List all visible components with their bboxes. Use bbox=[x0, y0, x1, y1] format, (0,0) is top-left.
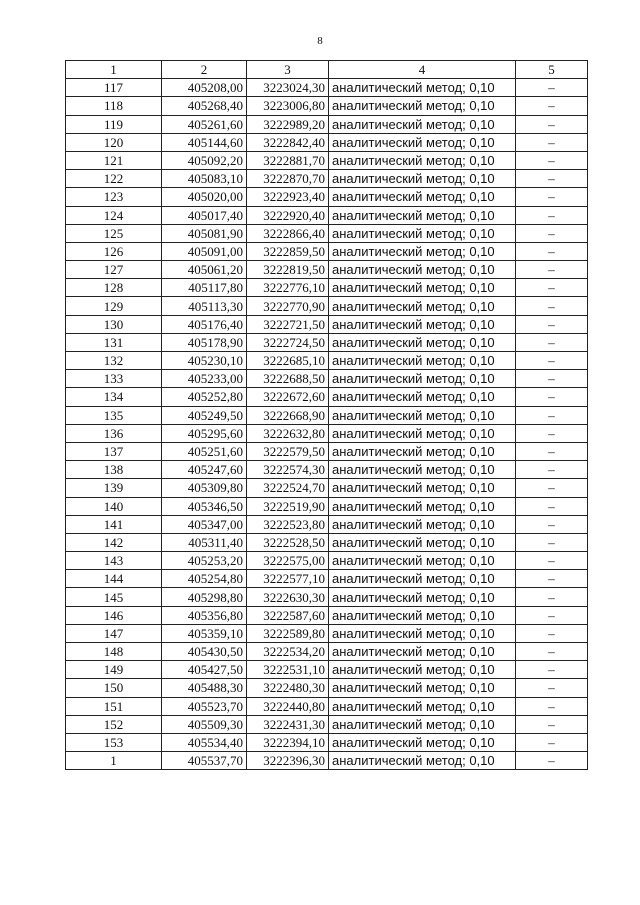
table-row bbox=[66, 606, 588, 624]
y-coordinate-cell: 3222881,70 bbox=[247, 151, 329, 169]
y-coordinate-cell: 3222842,40 bbox=[247, 133, 329, 151]
x-coordinate-cell: 405091,00 bbox=[162, 242, 247, 260]
y-coordinate-cell: 3222396,30 bbox=[247, 752, 329, 770]
method-cell: аналитический метод; 0,10 bbox=[329, 97, 516, 115]
y-coordinate-cell: 3223006,80 bbox=[247, 97, 329, 115]
method-cell: аналитический метод; 0,10 bbox=[329, 424, 516, 442]
table-row bbox=[66, 715, 588, 733]
x-coordinate-cell: 405534,40 bbox=[162, 733, 247, 751]
method-cell: аналитический метод; 0,10 bbox=[329, 533, 516, 551]
y-coordinate-cell: 3222920,40 bbox=[247, 206, 329, 224]
method-cell: аналитический метод; 0,10 bbox=[329, 661, 516, 679]
point-number-cell: 147 bbox=[66, 624, 162, 642]
description-cell: – bbox=[516, 315, 588, 333]
point-number-cell: 118 bbox=[66, 97, 162, 115]
point-number-cell: 131 bbox=[66, 333, 162, 351]
method-cell: аналитический метод; 0,10 bbox=[329, 370, 516, 388]
description-cell: – bbox=[516, 97, 588, 115]
y-coordinate-cell: 3223024,30 bbox=[247, 79, 329, 97]
method-cell: аналитический метод; 0,10 bbox=[329, 297, 516, 315]
table-row bbox=[66, 697, 588, 715]
y-coordinate-cell: 3222587,60 bbox=[247, 606, 329, 624]
description-cell: – bbox=[516, 515, 588, 533]
description-cell: – bbox=[516, 606, 588, 624]
y-coordinate-cell: 3222577,10 bbox=[247, 570, 329, 588]
description-cell: – bbox=[516, 388, 588, 406]
description-cell: – bbox=[516, 224, 588, 242]
description-cell: – bbox=[516, 715, 588, 733]
table-row bbox=[66, 333, 588, 351]
header-cell-1: 1 bbox=[66, 61, 162, 79]
method-cell: аналитический метод; 0,10 bbox=[329, 679, 516, 697]
point-number-cell: 122 bbox=[66, 170, 162, 188]
method-cell: аналитический метод; 0,10 bbox=[329, 570, 516, 588]
description-cell: – bbox=[516, 170, 588, 188]
table-row bbox=[66, 533, 588, 551]
method-cell: аналитический метод; 0,10 bbox=[329, 352, 516, 370]
y-coordinate-cell: 3222589,80 bbox=[247, 624, 329, 642]
table-row bbox=[66, 133, 588, 151]
table-row bbox=[66, 570, 588, 588]
y-coordinate-cell: 3222770,90 bbox=[247, 297, 329, 315]
method-cell: аналитический метод; 0,10 bbox=[329, 552, 516, 570]
method-cell: аналитический метод; 0,10 bbox=[329, 515, 516, 533]
table-row bbox=[66, 224, 588, 242]
description-cell: – bbox=[516, 333, 588, 351]
description-cell: – bbox=[516, 552, 588, 570]
point-number-cell: 138 bbox=[66, 461, 162, 479]
x-coordinate-cell: 405509,30 bbox=[162, 715, 247, 733]
point-number-cell: 134 bbox=[66, 388, 162, 406]
method-cell: аналитический метод; 0,10 bbox=[329, 188, 516, 206]
description-cell: – bbox=[516, 370, 588, 388]
table-row bbox=[66, 151, 588, 169]
x-coordinate-cell: 405309,80 bbox=[162, 479, 247, 497]
table-row bbox=[66, 279, 588, 297]
table-row bbox=[66, 733, 588, 751]
point-number-cell: 132 bbox=[66, 352, 162, 370]
table-row bbox=[66, 352, 588, 370]
method-cell: аналитический метод; 0,10 bbox=[329, 624, 516, 642]
method-cell: аналитический метод; 0,10 bbox=[329, 279, 516, 297]
method-cell: аналитический метод; 0,10 bbox=[329, 115, 516, 133]
y-coordinate-cell: 3222632,80 bbox=[247, 424, 329, 442]
method-cell: аналитический метод; 0,10 bbox=[329, 442, 516, 460]
table-body bbox=[66, 79, 588, 770]
method-cell: аналитический метод; 0,10 bbox=[329, 697, 516, 715]
y-coordinate-cell: 3222524,70 bbox=[247, 479, 329, 497]
method-cell: аналитический метод; 0,10 bbox=[329, 206, 516, 224]
description-cell: – bbox=[516, 570, 588, 588]
method-cell: аналитический метод; 0,10 bbox=[329, 133, 516, 151]
x-coordinate-cell: 405208,00 bbox=[162, 79, 247, 97]
y-coordinate-cell: 3222776,10 bbox=[247, 279, 329, 297]
x-coordinate-cell: 405178,90 bbox=[162, 333, 247, 351]
y-coordinate-cell: 3222523,80 bbox=[247, 515, 329, 533]
y-coordinate-cell: 3222819,50 bbox=[247, 261, 329, 279]
coordinates-table bbox=[65, 60, 588, 770]
point-number-cell: 135 bbox=[66, 406, 162, 424]
point-number-cell: 146 bbox=[66, 606, 162, 624]
method-cell: аналитический метод; 0,10 bbox=[329, 461, 516, 479]
table-row bbox=[66, 206, 588, 224]
y-coordinate-cell: 3222989,20 bbox=[247, 115, 329, 133]
y-coordinate-cell: 3222528,50 bbox=[247, 533, 329, 551]
x-coordinate-cell: 405249,50 bbox=[162, 406, 247, 424]
point-number-cell: 120 bbox=[66, 133, 162, 151]
x-coordinate-cell: 405247,60 bbox=[162, 461, 247, 479]
y-coordinate-cell: 3222672,60 bbox=[247, 388, 329, 406]
table-row bbox=[66, 497, 588, 515]
x-coordinate-cell: 405261,60 bbox=[162, 115, 247, 133]
x-coordinate-cell: 405020,00 bbox=[162, 188, 247, 206]
description-cell: – bbox=[516, 133, 588, 151]
header-cell-3: 3 bbox=[247, 61, 329, 79]
description-cell: – bbox=[516, 679, 588, 697]
method-cell: аналитический метод; 0,10 bbox=[329, 170, 516, 188]
x-coordinate-cell: 405537,70 bbox=[162, 752, 247, 770]
method-cell: аналитический метод; 0,10 bbox=[329, 333, 516, 351]
y-coordinate-cell: 3222870,70 bbox=[247, 170, 329, 188]
x-coordinate-cell: 405346,50 bbox=[162, 497, 247, 515]
y-coordinate-cell: 3222724,50 bbox=[247, 333, 329, 351]
point-number-cell: 152 bbox=[66, 715, 162, 733]
x-coordinate-cell: 405253,20 bbox=[162, 552, 247, 570]
header-cell-5: 5 bbox=[516, 61, 588, 79]
table-row bbox=[66, 115, 588, 133]
table-row bbox=[66, 97, 588, 115]
method-cell: аналитический метод; 0,10 bbox=[329, 733, 516, 751]
x-coordinate-cell: 405523,70 bbox=[162, 697, 247, 715]
point-number-cell: 119 bbox=[66, 115, 162, 133]
x-coordinate-cell: 405430,50 bbox=[162, 643, 247, 661]
table-row bbox=[66, 388, 588, 406]
y-coordinate-cell: 3222688,50 bbox=[247, 370, 329, 388]
x-coordinate-cell: 405298,80 bbox=[162, 588, 247, 606]
x-coordinate-cell: 405252,80 bbox=[162, 388, 247, 406]
y-coordinate-cell: 3222923,40 bbox=[247, 188, 329, 206]
description-cell: – bbox=[516, 661, 588, 679]
method-cell: аналитический метод; 0,10 bbox=[329, 606, 516, 624]
description-cell: – bbox=[516, 297, 588, 315]
y-coordinate-cell: 3222531,10 bbox=[247, 661, 329, 679]
point-number-cell: 117 bbox=[66, 79, 162, 97]
description-cell: – bbox=[516, 352, 588, 370]
table-row bbox=[66, 661, 588, 679]
table-row bbox=[66, 643, 588, 661]
description-cell: – bbox=[516, 406, 588, 424]
header-cell-4: 4 bbox=[329, 61, 516, 79]
page-number: 8 bbox=[317, 35, 323, 47]
table-row bbox=[66, 261, 588, 279]
x-coordinate-cell: 405117,80 bbox=[162, 279, 247, 297]
y-coordinate-cell: 3222534,20 bbox=[247, 643, 329, 661]
description-cell: – bbox=[516, 752, 588, 770]
point-number-cell: 130 bbox=[66, 315, 162, 333]
point-number-cell: 151 bbox=[66, 697, 162, 715]
x-coordinate-cell: 405230,10 bbox=[162, 352, 247, 370]
x-coordinate-cell: 405233,00 bbox=[162, 370, 247, 388]
description-cell: – bbox=[516, 697, 588, 715]
point-number-cell: 129 bbox=[66, 297, 162, 315]
point-number-cell: 127 bbox=[66, 261, 162, 279]
point-number-cell: 145 bbox=[66, 588, 162, 606]
x-coordinate-cell: 405347,00 bbox=[162, 515, 247, 533]
method-cell: аналитический метод; 0,10 bbox=[329, 388, 516, 406]
description-cell: – bbox=[516, 461, 588, 479]
description-cell: – bbox=[516, 624, 588, 642]
method-cell: аналитический метод; 0,10 bbox=[329, 643, 516, 661]
point-number-cell: 123 bbox=[66, 188, 162, 206]
description-cell: – bbox=[516, 733, 588, 751]
x-coordinate-cell: 405061,20 bbox=[162, 261, 247, 279]
method-cell: аналитический метод; 0,10 bbox=[329, 752, 516, 770]
point-number-cell: 126 bbox=[66, 242, 162, 260]
point-number-cell: 148 bbox=[66, 643, 162, 661]
table-row bbox=[66, 297, 588, 315]
table-row bbox=[66, 679, 588, 697]
point-number-cell: 128 bbox=[66, 279, 162, 297]
point-number-cell: 121 bbox=[66, 151, 162, 169]
point-number-cell: 141 bbox=[66, 515, 162, 533]
table-row bbox=[66, 461, 588, 479]
y-coordinate-cell: 3222480,30 bbox=[247, 679, 329, 697]
table-row bbox=[66, 424, 588, 442]
description-cell: – bbox=[516, 79, 588, 97]
description-cell: – bbox=[516, 206, 588, 224]
x-coordinate-cell: 405251,60 bbox=[162, 442, 247, 460]
point-number-cell: 133 bbox=[66, 370, 162, 388]
table-row bbox=[66, 752, 588, 770]
x-coordinate-cell: 405113,30 bbox=[162, 297, 247, 315]
y-coordinate-cell: 3222630,30 bbox=[247, 588, 329, 606]
method-cell: аналитический метод; 0,10 bbox=[329, 151, 516, 169]
x-coordinate-cell: 405144,60 bbox=[162, 133, 247, 151]
x-coordinate-cell: 405427,50 bbox=[162, 661, 247, 679]
table-row bbox=[66, 315, 588, 333]
description-cell: – bbox=[516, 479, 588, 497]
y-coordinate-cell: 3222575,00 bbox=[247, 552, 329, 570]
table-row bbox=[66, 188, 588, 206]
method-cell: аналитический метод; 0,10 bbox=[329, 242, 516, 260]
method-cell: аналитический метод; 0,10 bbox=[329, 261, 516, 279]
point-number-cell: 143 bbox=[66, 552, 162, 570]
table-row bbox=[66, 624, 588, 642]
point-number-cell: 153 bbox=[66, 733, 162, 751]
y-coordinate-cell: 3222859,50 bbox=[247, 242, 329, 260]
table-row bbox=[66, 370, 588, 388]
y-coordinate-cell: 3222866,40 bbox=[247, 224, 329, 242]
description-cell: – bbox=[516, 242, 588, 260]
point-number-cell: 136 bbox=[66, 424, 162, 442]
point-number-cell: 1 bbox=[66, 752, 162, 770]
point-number-cell: 150 bbox=[66, 679, 162, 697]
y-coordinate-cell: 3222394,10 bbox=[247, 733, 329, 751]
y-coordinate-cell: 3222668,90 bbox=[247, 406, 329, 424]
header-cell-2: 2 bbox=[162, 61, 247, 79]
y-coordinate-cell: 3222721,50 bbox=[247, 315, 329, 333]
table-row bbox=[66, 242, 588, 260]
y-coordinate-cell: 3222579,50 bbox=[247, 442, 329, 460]
table-row bbox=[66, 442, 588, 460]
point-number-cell: 137 bbox=[66, 442, 162, 460]
table-row bbox=[66, 588, 588, 606]
method-cell: аналитический метод; 0,10 bbox=[329, 79, 516, 97]
description-cell: – bbox=[516, 588, 588, 606]
method-cell: аналитический метод; 0,10 bbox=[329, 224, 516, 242]
method-cell: аналитический метод; 0,10 bbox=[329, 715, 516, 733]
method-cell: аналитический метод; 0,10 bbox=[329, 479, 516, 497]
x-coordinate-cell: 405176,40 bbox=[162, 315, 247, 333]
table-header-row bbox=[66, 61, 588, 79]
x-coordinate-cell: 405268,40 bbox=[162, 97, 247, 115]
description-cell: – bbox=[516, 497, 588, 515]
table-row bbox=[66, 515, 588, 533]
point-number-cell: 140 bbox=[66, 497, 162, 515]
method-cell: аналитический метод; 0,10 bbox=[329, 315, 516, 333]
x-coordinate-cell: 405254,80 bbox=[162, 570, 247, 588]
point-number-cell: 124 bbox=[66, 206, 162, 224]
method-cell: аналитический метод; 0,10 bbox=[329, 588, 516, 606]
x-coordinate-cell: 405311,40 bbox=[162, 533, 247, 551]
method-cell: аналитический метод; 0,10 bbox=[329, 406, 516, 424]
y-coordinate-cell: 3222685,10 bbox=[247, 352, 329, 370]
description-cell: – bbox=[516, 115, 588, 133]
x-coordinate-cell: 405359,10 bbox=[162, 624, 247, 642]
point-number-cell: 139 bbox=[66, 479, 162, 497]
method-cell: аналитический метод; 0,10 bbox=[329, 497, 516, 515]
description-cell: – bbox=[516, 643, 588, 661]
x-coordinate-cell: 405356,80 bbox=[162, 606, 247, 624]
x-coordinate-cell: 405295,60 bbox=[162, 424, 247, 442]
x-coordinate-cell: 405081,90 bbox=[162, 224, 247, 242]
y-coordinate-cell: 3222431,30 bbox=[247, 715, 329, 733]
description-cell: – bbox=[516, 533, 588, 551]
table-row bbox=[66, 406, 588, 424]
point-number-cell: 149 bbox=[66, 661, 162, 679]
x-coordinate-cell: 405083,10 bbox=[162, 170, 247, 188]
y-coordinate-cell: 3222519,90 bbox=[247, 497, 329, 515]
table-row bbox=[66, 170, 588, 188]
description-cell: – bbox=[516, 424, 588, 442]
x-coordinate-cell: 405092,20 bbox=[162, 151, 247, 169]
table-row bbox=[66, 479, 588, 497]
point-number-cell: 142 bbox=[66, 533, 162, 551]
table-row bbox=[66, 79, 588, 97]
point-number-cell: 125 bbox=[66, 224, 162, 242]
description-cell: – bbox=[516, 261, 588, 279]
y-coordinate-cell: 3222574,30 bbox=[247, 461, 329, 479]
description-cell: – bbox=[516, 151, 588, 169]
description-cell: – bbox=[516, 188, 588, 206]
description-cell: – bbox=[516, 279, 588, 297]
x-coordinate-cell: 405488,30 bbox=[162, 679, 247, 697]
table-row bbox=[66, 552, 588, 570]
x-coordinate-cell: 405017,40 bbox=[162, 206, 247, 224]
y-coordinate-cell: 3222440,80 bbox=[247, 697, 329, 715]
description-cell: – bbox=[516, 442, 588, 460]
point-number-cell: 144 bbox=[66, 570, 162, 588]
